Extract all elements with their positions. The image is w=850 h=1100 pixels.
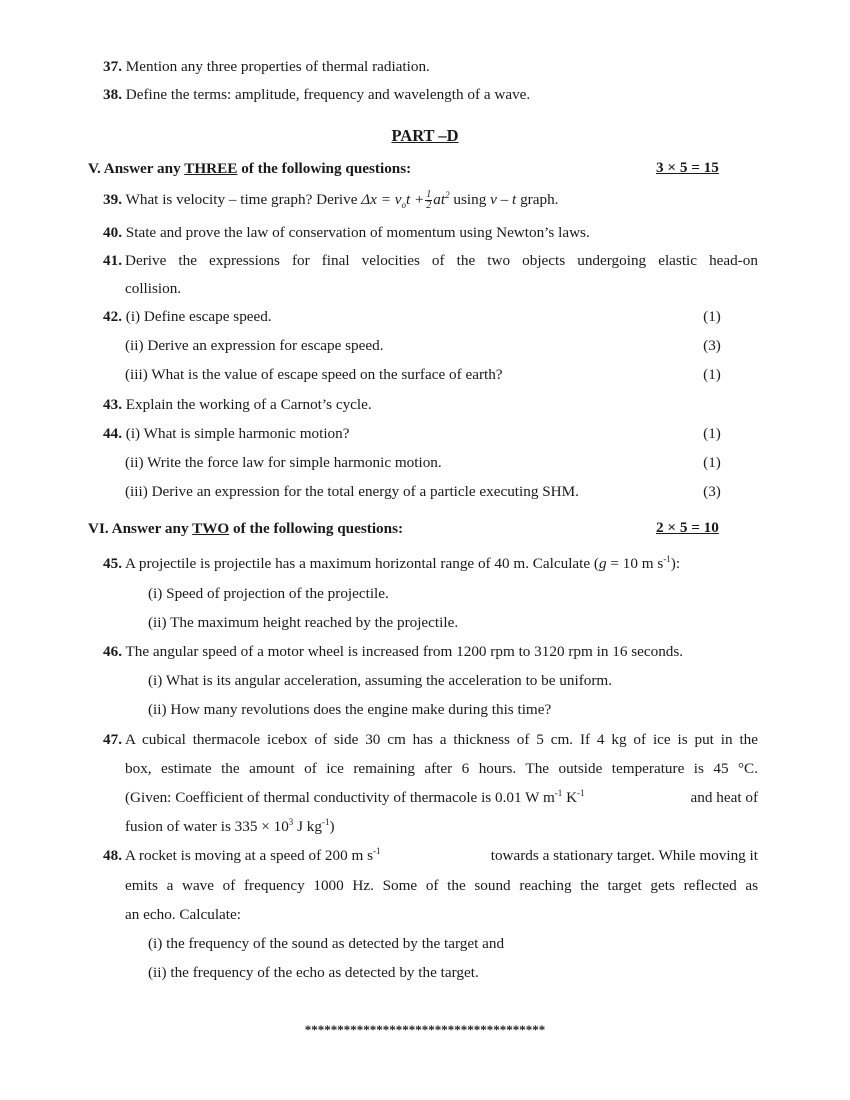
question-number: 44. xyxy=(103,425,122,442)
subquestion-text: (ii) The maximum height reached by the projectile. xyxy=(148,614,459,631)
text-run xyxy=(125,788,585,808)
question-44 xyxy=(103,424,349,444)
marks: (3) xyxy=(703,337,721,354)
part-heading: PART –D xyxy=(391,126,459,145)
subquestion-text: (iii) What is the value of escape speed on the surface of earth? xyxy=(125,366,503,383)
question-text: What is velocity – time graph? Derive xyxy=(125,191,362,208)
question-text: Define the terms: amplitude, frequency and wavelength of a wave. xyxy=(125,86,531,103)
question-41-number xyxy=(103,251,122,271)
fraction-denominator: 2 xyxy=(426,200,432,212)
question-41-line-1: Derive the expressions for final velocities of the two objects undergoing elastic head-on xyxy=(125,252,758,269)
question-number: 46. xyxy=(103,643,122,660)
section-suffix: of the following questions: xyxy=(229,520,404,537)
text: J kg xyxy=(293,818,322,835)
subquestion-text: (ii) the frequency of the echo as detected by the target. xyxy=(148,964,479,981)
question-47-line-2: box, estimate the amount of ice remaining after 6 hours. The outside temperature is 45 °C. xyxy=(125,760,758,777)
section-v-heading xyxy=(88,159,411,179)
question-text: graph. xyxy=(516,191,559,208)
question-text: Explain the working of a Carnot’s cycle. xyxy=(125,396,372,413)
superscript: -1 xyxy=(322,816,330,827)
question-41-line-2: collision. xyxy=(125,280,182,297)
question-number: 47. xyxy=(103,731,122,748)
subquestion-text: (ii) How many revolutions does the engine make during this time? xyxy=(148,701,552,718)
section-prefix: V. Answer any xyxy=(88,160,185,177)
marks: (3) xyxy=(703,483,721,500)
question-47-line-1: A cubical thermacole icebox of side 30 cm has a thickness of 5 cm. If 4 kg of ice is put in the xyxy=(125,731,758,748)
question-47-number xyxy=(103,730,122,750)
equation-fraction xyxy=(425,190,432,211)
text: A rocket is moving at a speed of 200 m s xyxy=(125,847,374,864)
equation-superscript: 2 xyxy=(445,189,450,200)
question-number: 43. xyxy=(103,396,122,413)
section-v-score: 3 × 5 = 15 xyxy=(656,159,719,176)
superscript: 3 xyxy=(288,816,294,827)
question-text: ): xyxy=(670,555,681,572)
question-48-line-1 xyxy=(125,846,758,866)
g-symbol: g xyxy=(599,555,607,572)
question-number: 37. xyxy=(103,58,122,75)
vt-symbol: v – t xyxy=(490,191,517,208)
text-run xyxy=(125,846,381,866)
subquestion-text: (iii) Derive an expression for the total energy of a particle executing SHM. xyxy=(125,483,579,500)
superscript: -1 xyxy=(577,787,585,798)
section-vi-heading xyxy=(88,519,403,539)
text: ) xyxy=(329,818,335,835)
question-number: 40. xyxy=(103,224,122,241)
section-emphasis: THREE xyxy=(184,160,238,177)
equation-lhs: Δx = v xyxy=(361,191,402,208)
question-43 xyxy=(103,395,372,415)
question-46 xyxy=(103,642,683,662)
text: (Given: Coefficient of thermal conductivity of thermacole is 0.01 W m xyxy=(125,789,555,806)
question-45 xyxy=(103,554,680,574)
text: K xyxy=(562,789,578,806)
text: towards a stationary target. While moving it xyxy=(490,847,758,864)
text: and heat of xyxy=(690,789,758,806)
text: fusion of water is 335 × 10 xyxy=(125,818,289,835)
question-number: 45. xyxy=(103,555,122,572)
equation-mid: t + xyxy=(406,191,425,208)
question-42 xyxy=(103,307,272,327)
question-38 xyxy=(103,85,530,105)
question-number: 41. xyxy=(103,252,122,269)
subquestion-text: (i) Speed of projection of the projectile. xyxy=(148,585,389,602)
marks: (1) xyxy=(703,308,721,325)
question-text: State and prove the law of conservation of momentum using Newton’s laws. xyxy=(125,224,590,241)
question-number: 42. xyxy=(103,308,122,325)
subquestion-text: (i) Define escape speed. xyxy=(125,308,272,325)
question-39 xyxy=(103,190,558,215)
marks: (1) xyxy=(703,425,721,442)
section-suffix: of the following questions: xyxy=(237,160,412,177)
section-vi-score: 2 × 5 = 10 xyxy=(656,519,719,536)
subquestion-text: (i) the frequency of the sound as detected by the target and xyxy=(148,935,505,952)
superscript: -1 xyxy=(663,553,671,564)
question-text: = 10 m s xyxy=(606,555,664,572)
equation-end: at xyxy=(433,191,446,208)
question-47-line-4 xyxy=(125,817,335,837)
subquestion-text: (ii) Derive an expression for escape speed. xyxy=(125,337,384,354)
end-marker: ************************************* xyxy=(304,1022,546,1037)
question-text: A projectile is projectile has a maximum horizontal range of 40 m. Calculate ( xyxy=(124,555,599,572)
section-emphasis: TWO xyxy=(192,520,230,537)
question-47-line-3 xyxy=(125,788,758,808)
equation xyxy=(361,189,450,212)
marks: (1) xyxy=(703,366,721,383)
question-48-number xyxy=(103,846,122,866)
question-48-line-3: an echo. Calculate: xyxy=(125,906,241,923)
equation-subscript: o xyxy=(401,200,407,211)
question-text: using xyxy=(449,191,491,208)
superscript: -1 xyxy=(554,787,563,798)
question-number: 38. xyxy=(103,86,122,103)
fraction-numerator: 1 xyxy=(426,189,432,201)
subquestion-text: (i) What is its angular acceleration, assuming the acceleration to be uniform. xyxy=(148,672,613,689)
question-37 xyxy=(103,57,430,77)
subquestion-text: (ii) Write the force law for simple harmonic motion. xyxy=(125,454,442,471)
superscript: -1 xyxy=(373,845,381,856)
question-48-line-2: emits a wave of frequency 1000 Hz. Some of the sound reaching the target gets reflected as xyxy=(125,877,758,894)
question-text: Mention any three properties of thermal radiation. xyxy=(125,58,430,75)
question-text: The angular speed of a motor wheel is increased from 1200 rpm to 3120 rpm in 16 seconds. xyxy=(125,643,684,660)
marks: (1) xyxy=(703,454,721,471)
question-number: 39. xyxy=(103,191,122,208)
question-number: 48. xyxy=(103,847,122,864)
subquestion-text: (i) What is simple harmonic motion? xyxy=(125,425,350,442)
question-40 xyxy=(103,223,590,243)
section-prefix: VI. Answer any xyxy=(88,520,193,537)
